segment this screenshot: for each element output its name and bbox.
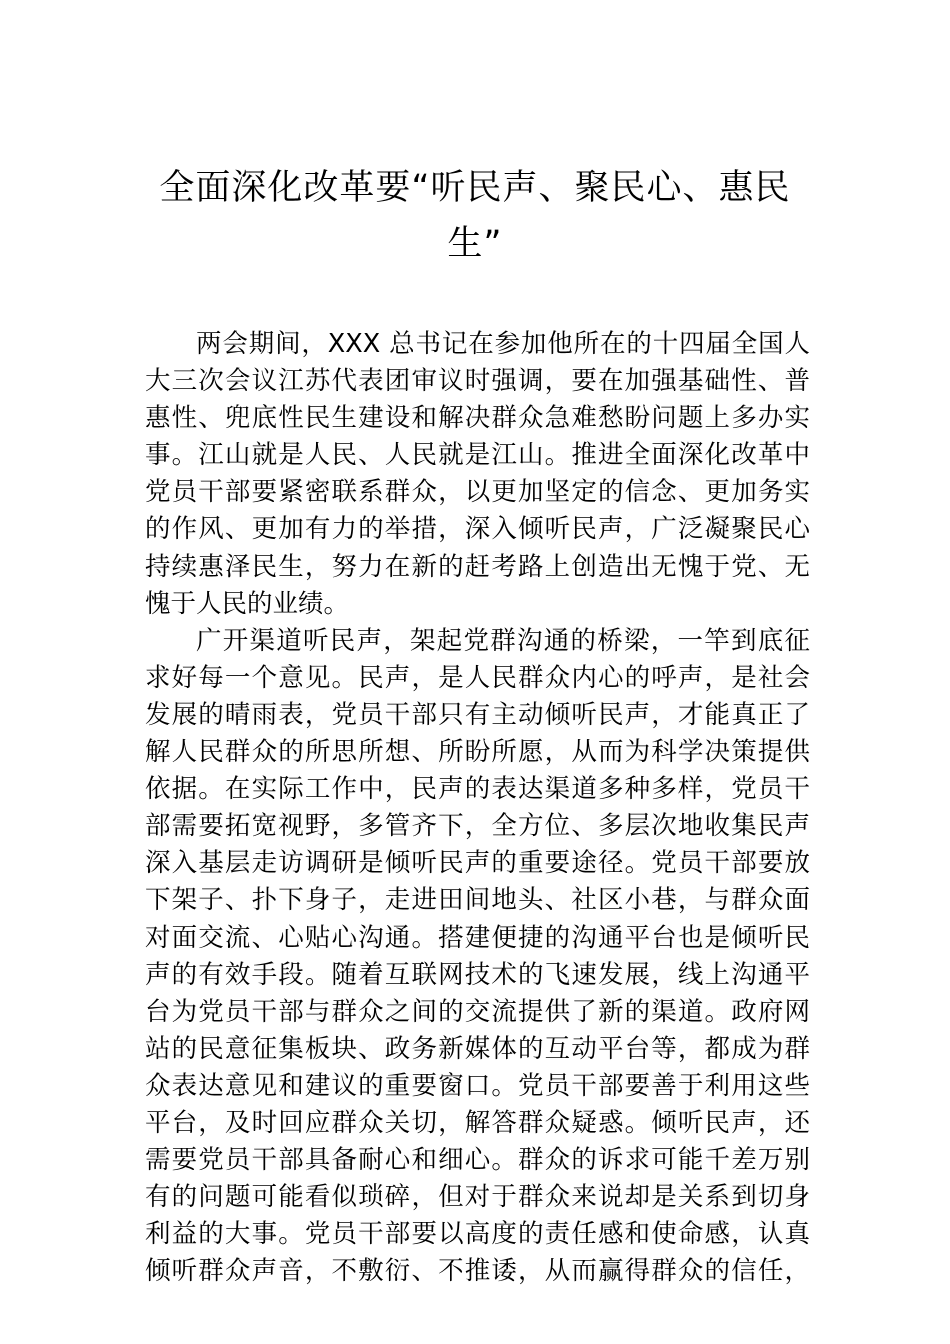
text-line: 站的民意征集板块、政务新媒体的互动平台等，都成为群 [145, 1033, 810, 1064]
text-line: 的作风、更加有力的举措，深入倾听民声，广泛凝聚民心 [145, 514, 810, 545]
text-line: 对面交流、心贴心沟通。搭建便捷的沟通平台也是倾听民 [145, 922, 810, 953]
title-line: 生” [447, 224, 503, 264]
text-line: 部需要拓宽视野，多管齐下，全方位、多层次地收集民声 [145, 811, 810, 842]
text-line: 求好每一个意见。民声，是人民群众内心的呼声，是社会 [145, 662, 810, 693]
text-line: 依据。在实际工作中，民声的表达渠道多种多样，党员干 [145, 774, 810, 805]
document-body [145, 326, 810, 1290]
text-line: 有的问题可能看似琐碎，但对于群众来说却是关系到切身 [145, 1182, 810, 1213]
text-line: 发展的晴雨表，党员干部只有主动倾听民声，才能真正了 [145, 699, 810, 730]
text-line: 深入基层走访调研是倾听民声的重要途径。党员干部要放 [145, 848, 810, 879]
text-line: 党员干部要紧密联系群众，以更加坚定的信念、更加务实 [145, 477, 810, 508]
text-line: 惠性、兜底性民生建设和解决群众急难愁盼问题上多办实 [145, 403, 810, 434]
text-line: 需要党员干部具备耐心和细心。群众的诉求可能千差万别 [145, 1145, 810, 1176]
text-line: 持续惠泽民生，努力在新的赶考路上创造出无愧于党、无 [145, 551, 810, 582]
text-line: 声的有效手段。随着互联网技术的飞速发展，线上沟通平 [145, 959, 810, 990]
text-line: 倾听群众声音，不敷衍、不推诿，从而赢得群众的信任， [145, 1256, 810, 1287]
text-line: 平台，及时回应群众关切，解答群众疑惑。倾听民声，还 [145, 1107, 810, 1138]
text-line: 愧于人民的业绩。 [145, 588, 350, 619]
document-title [140, 160, 810, 272]
paragraph-2 [145, 623, 810, 1291]
paragraph-1 [145, 326, 810, 623]
text-line: 事。江山就是人民、人民就是江山。推进全面深化改革中 [145, 440, 810, 471]
text-line: 台为党员干部与群众之间的交流提供了新的渠道。政府网 [145, 996, 810, 1027]
text-line: 下架子、扑下身子，走进田间地头、社区小巷，与群众面 [145, 885, 810, 916]
title-line: 全面深化改革要“听民声、聚民心、惠民 [159, 168, 791, 208]
text-line: 利益的大事。党员干部要以高度的责任感和使命感，认真 [145, 1219, 810, 1250]
text-line: 两会期间，XXX 总书记在参加他所在的十四届全国人 [196, 329, 810, 359]
text-line: 大三次会议江苏代表团审议时强调，要在加强基础性、普 [145, 366, 810, 397]
text-line: 广开渠道听民声，架起党群沟通的桥梁，一竿到底征 [196, 625, 810, 656]
text-line: 解人民群众的所思所想、所盼所愿，从而为科学决策提供 [145, 737, 810, 768]
text-line: 众表达意见和建议的重要窗口。党员干部要善于利用这些 [145, 1070, 810, 1101]
